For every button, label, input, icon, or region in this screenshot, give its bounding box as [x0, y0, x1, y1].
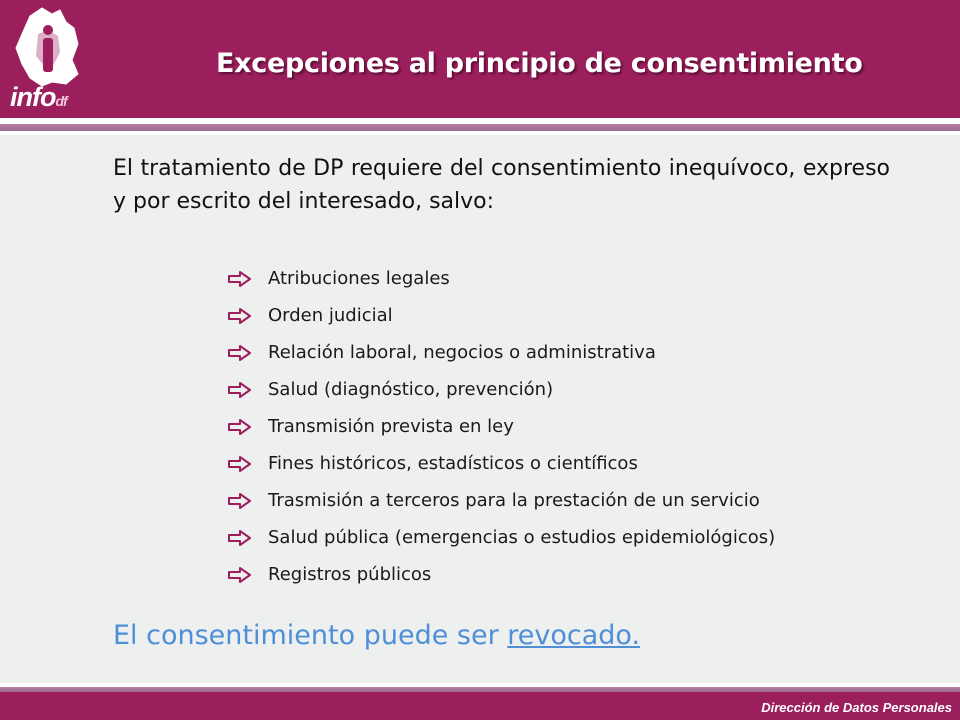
- list-item: [226, 408, 775, 445]
- hollow-arrow-icon: [226, 308, 252, 324]
- hollow-arrow-icon: [226, 419, 252, 435]
- list-item: [226, 334, 775, 371]
- intro-paragraph: El tratamiento de DP requiere del consentimiento inequívoco, expreso y por escrito del interesado, salvo:: [113, 156, 890, 214]
- hollow-arrow-icon: [226, 530, 252, 546]
- list-item-label: Registros públicos: [268, 564, 432, 585]
- list-item: [226, 371, 775, 408]
- list-item-label: Fines históricos, estadísticos o científicos: [268, 453, 638, 474]
- logo-wordmark: infodf: [10, 82, 67, 112]
- list-item-label: Trasmisión a terceros para la prestación de un servicio: [268, 490, 760, 511]
- list-item: [226, 519, 775, 556]
- list-item: [226, 556, 775, 593]
- list-item-label: Salud pública (emergencias o estudios epidemiológicos): [268, 527, 776, 548]
- hollow-arrow-icon: [226, 382, 252, 398]
- page-title: Excepciones al principio de consentimiento: [216, 48, 863, 79]
- list-item: [226, 445, 775, 482]
- list-item-label: Transmisión prevista en ley: [268, 416, 514, 437]
- hollow-arrow-icon: [226, 493, 252, 509]
- closing-text: El consentimiento puede ser: [113, 620, 508, 651]
- hollow-arrow-icon: [226, 271, 252, 287]
- list-item-label: Atribuciones legales: [268, 268, 450, 289]
- footer-bar: [0, 692, 960, 720]
- list-item: [226, 260, 775, 297]
- list-item: [226, 297, 775, 334]
- revocado-link[interactable]: revocado.: [507, 620, 641, 651]
- footer-department-label: Dirección de Datos Personales: [761, 700, 952, 715]
- list-item-label: Salud (diagnóstico, prevención): [268, 379, 554, 400]
- closing-statement: [113, 620, 640, 651]
- header-divider-mauve: [0, 124, 960, 131]
- list-item: [226, 482, 775, 519]
- list-item-label: Relación laboral, negocios o administrativa: [268, 342, 656, 363]
- hollow-arrow-icon: [226, 567, 252, 583]
- hollow-arrow-icon: [226, 456, 252, 472]
- exceptions-list: [226, 260, 775, 593]
- hollow-arrow-icon: [226, 345, 252, 361]
- header-bar: [0, 0, 960, 118]
- list-item-label: Orden judicial: [268, 305, 393, 326]
